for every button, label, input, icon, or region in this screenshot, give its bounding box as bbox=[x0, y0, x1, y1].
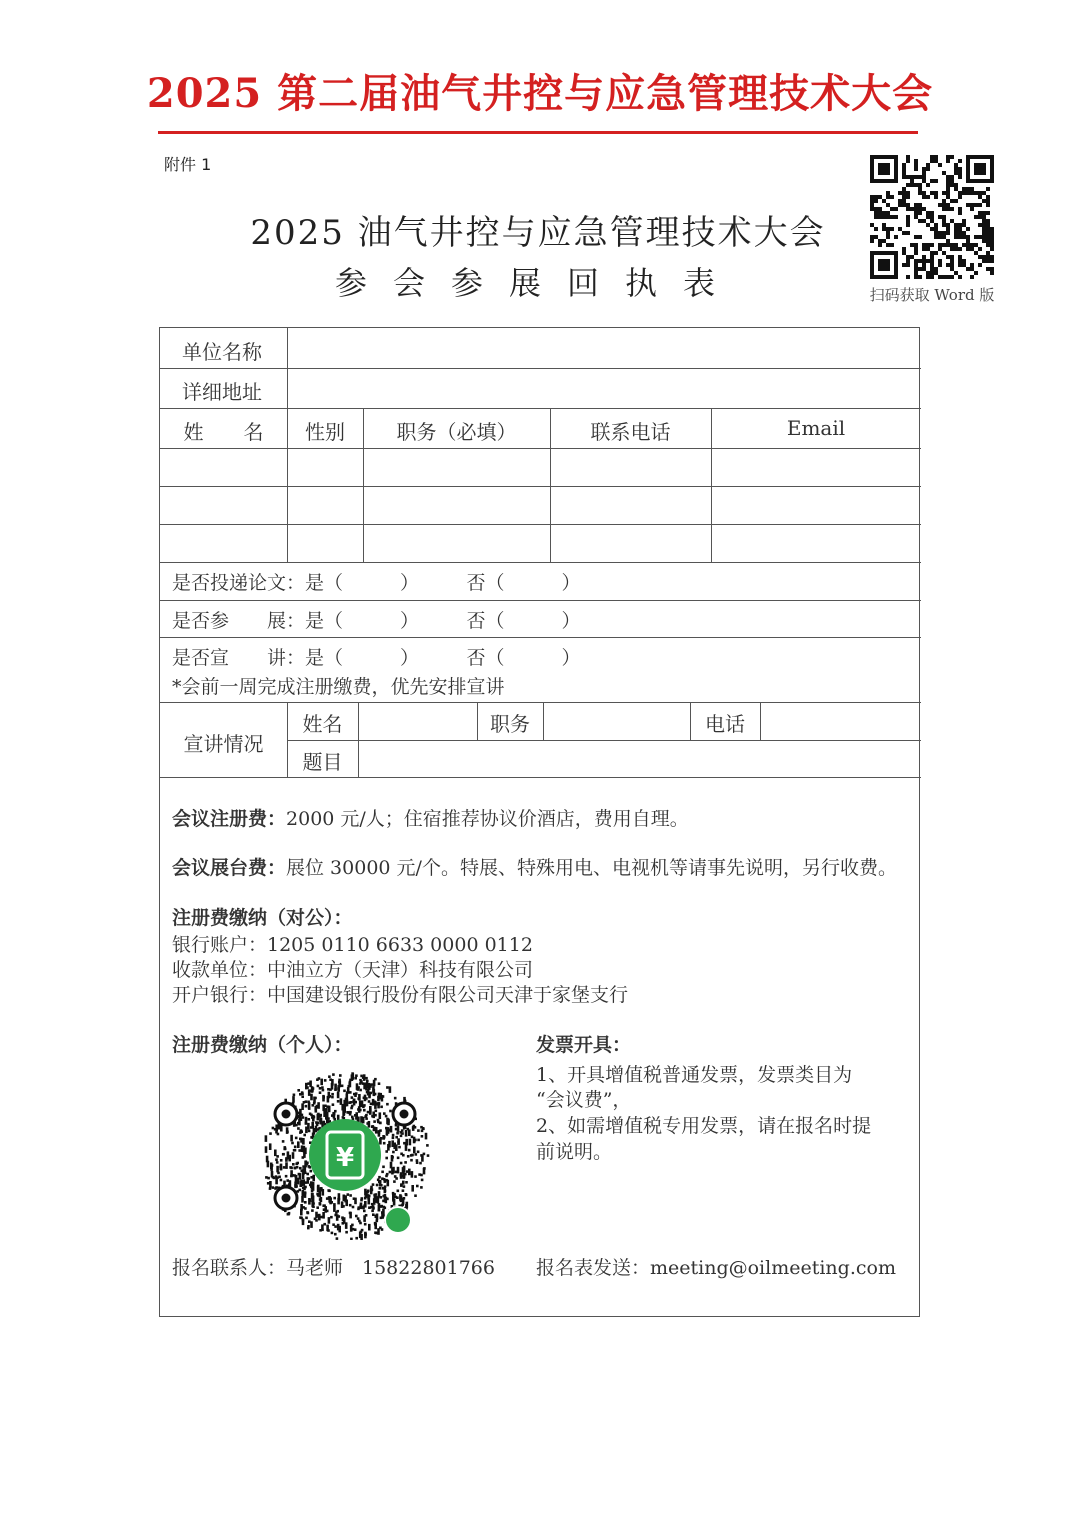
contact-person: 报名联系人：马老师 15822801766 bbox=[172, 1257, 495, 1279]
banner-divider bbox=[158, 131, 918, 134]
wechat-mini-program-qr-icon[interactable] bbox=[260, 1070, 430, 1240]
invoice-line-4: 前说明。 bbox=[536, 1141, 613, 1163]
speech-phone-label: 电话 bbox=[705, 712, 745, 736]
paper-submission-line: 是否投递论文：是（ ） 否（ ） bbox=[172, 572, 581, 594]
header-name: 姓 名 bbox=[183, 420, 264, 444]
banner-title: 2025 第二届油气井控与应急管理技术大会 bbox=[146, 70, 934, 117]
invoice-heading: 发票开具： bbox=[536, 1034, 632, 1056]
address-input[interactable] bbox=[292, 374, 916, 404]
speech-title-label: 职务 bbox=[490, 712, 530, 736]
send-form-email[interactable]: 报名表发送：meeting@oilmeeting.com bbox=[536, 1257, 896, 1279]
form-title: 2025 油气井控与应急管理技术大会 bbox=[250, 213, 826, 253]
booth-fee: 会议展台费：展位 30000 元/个。特展、特殊用电、电视机等请事先说明，另行收费。 bbox=[172, 857, 897, 879]
invoice-line-3: 2、如需增值税专用发票，请在报名时提 bbox=[536, 1115, 872, 1137]
registration-fee: 会议注册费：2000 元/人；住宿推荐协议价酒店，费用自理。 bbox=[172, 808, 689, 830]
invoice-line-2: “会议费”， bbox=[536, 1089, 632, 1111]
header-email: Email bbox=[786, 416, 846, 440]
qr-caption: 扫码获取 Word 版 bbox=[869, 286, 995, 304]
header-phone: 联系电话 bbox=[590, 420, 671, 444]
org-name-input[interactable] bbox=[292, 334, 916, 364]
speech-topic-label: 题目 bbox=[302, 750, 343, 774]
bank-account: 银行账户：1205 0110 6633 0000 0112 bbox=[172, 934, 533, 956]
attachment-label: 附件 1 bbox=[164, 155, 212, 174]
speech-section-label: 宣讲情况 bbox=[183, 732, 264, 756]
speech-line: 是否宣 讲：是（ ） 否（ ） bbox=[172, 647, 581, 669]
org-name-label: 单位名称 bbox=[182, 340, 262, 364]
svg-text:¥: ¥ bbox=[335, 1143, 355, 1173]
address-label: 详细地址 bbox=[182, 380, 262, 404]
qr-code-icon bbox=[870, 155, 994, 279]
exhibit-line: 是否参 展：是（ ） 否（ ） bbox=[172, 610, 581, 632]
speech-name-label: 姓名 bbox=[302, 712, 343, 736]
corporate-payment-heading: 注册费缴纳（对公）： bbox=[172, 907, 353, 929]
registration-form bbox=[159, 327, 920, 1317]
invoice-line-1: 1、开具增值税普通发票，发票类目为 bbox=[536, 1064, 853, 1086]
form-subtitle: 参会参展回执表 bbox=[334, 264, 741, 302]
header-gender: 性别 bbox=[305, 420, 345, 444]
personal-payment-heading: 注册费缴纳（个人）： bbox=[172, 1034, 353, 1056]
header-position: 职务（必填） bbox=[396, 420, 517, 444]
speech-note: *会前一周完成注册缴费，优先安排宣讲 bbox=[172, 676, 505, 698]
bank-name: 开户银行：中国建设银行股份有限公司天津于家堡支行 bbox=[172, 984, 629, 1006]
payee: 收款单位：中油立方（天津）科技有限公司 bbox=[172, 959, 534, 981]
